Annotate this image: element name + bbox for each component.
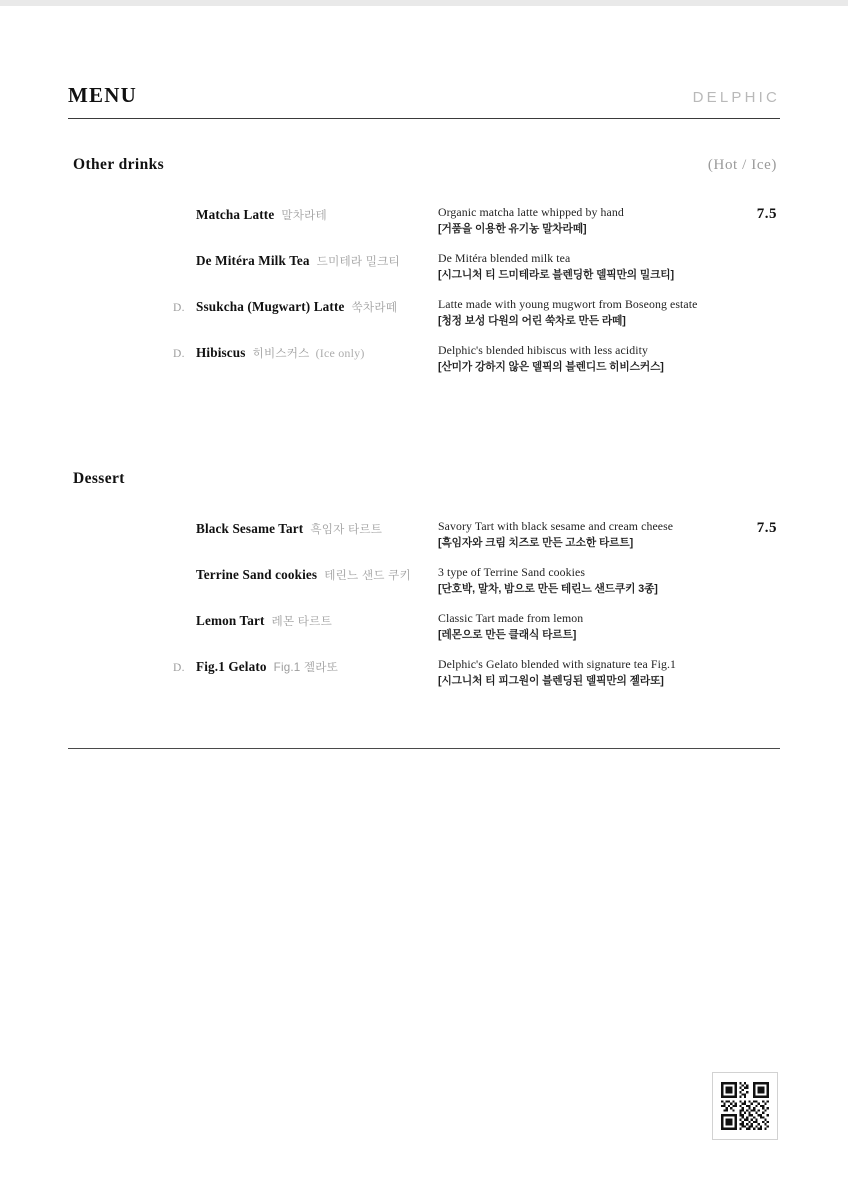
item-name-kr: 말차라테: [281, 209, 327, 222]
item-desc-en: Latte made with young mugwort from Boseong estate: [438, 297, 698, 311]
item-name-en: Fig.1 Gelato: [196, 659, 267, 674]
item-name-kr: 테린느 샌드 쿠키: [324, 569, 411, 582]
item-desc-kr: [레몬으로 만든 클래식 타르트]: [438, 629, 577, 642]
section-dessert: [68, 470, 780, 704]
item-name-en: Ssukcha (Mugwart) Latte: [196, 299, 345, 314]
item-name-en: Matcha Latte: [196, 207, 275, 222]
item-description-group: [438, 656, 738, 689]
item-desc-kr: [거품을 이용한 유기농 말차라떼]: [438, 223, 587, 236]
section-header: [68, 470, 780, 496]
section-other-drinks: [68, 156, 780, 390]
item-name-kr: 쑥차라떼: [351, 301, 398, 314]
item-description-group: [438, 296, 738, 329]
item-desc-en: Classic Tart made from lemon: [438, 611, 584, 625]
qr-code-icon: [721, 1082, 769, 1130]
item-description-group: [438, 250, 738, 283]
page-title: MENU: [68, 83, 137, 107]
item-marker: D.: [173, 302, 185, 314]
section-header: [68, 156, 780, 182]
item-list: [68, 520, 780, 704]
section-note: (Hot / Ice): [707, 157, 777, 173]
section-price: 7.5: [756, 206, 777, 222]
menu-sheet: [0, 6, 848, 1200]
item-name-kr: 드미테라 밀크티: [316, 255, 400, 268]
item-name-kr: 흑임자 타르트: [310, 523, 383, 536]
item-list: [68, 206, 780, 390]
item-name-sub: (Ice only): [315, 346, 365, 360]
section-price: 7.5: [756, 520, 777, 536]
menu-item: [68, 566, 780, 612]
item-desc-kr: [시그니처 티 드미테라로 블렌딩한 델픽만의 밀크티]: [438, 269, 674, 282]
qr-code-box[interactable]: [712, 1072, 778, 1140]
item-name-en: Black Sesame Tart: [196, 521, 304, 536]
item-desc-kr: [청정 보성 다원의 어린 쑥차로 만든 라떼]: [438, 315, 626, 328]
item-desc-en: 3 type of Terrine Sand cookies: [438, 565, 586, 579]
menu-item: [68, 298, 780, 344]
item-name-kr: 히비스커스: [252, 347, 310, 360]
item-desc-en: Delphic's blended hibiscus with less acidity: [438, 343, 648, 357]
menu-header: [68, 68, 780, 119]
item-name-kr: Fig.1 젤라또: [273, 661, 339, 674]
item-desc-en: De Mitéra blended milk tea: [438, 251, 571, 265]
section-title: Dessert: [73, 470, 125, 487]
item-desc-kr: [시그니처 티 피그원이 블렌딩된 델픽만의 젤라또]: [438, 675, 664, 688]
section-title: Other drinks: [73, 156, 165, 173]
item-name-en: Terrine Sand cookies: [196, 567, 318, 582]
item-desc-en: Delphic's Gelato blended with signature tea Fig.1: [438, 657, 676, 671]
item-description-group: [438, 610, 738, 643]
menu-item: [68, 658, 780, 704]
brand-logo: DELPHIC: [692, 89, 780, 106]
item-name-en: De Mitéra Milk Tea: [196, 253, 310, 268]
menu-item: [68, 206, 780, 252]
menu-item: [68, 520, 780, 566]
item-description-group: [438, 564, 738, 597]
item-name-en: Lemon Tart: [196, 613, 265, 628]
item-desc-en: Organic matcha latte whipped by hand: [438, 205, 624, 219]
item-name-en: Hibiscus: [196, 345, 246, 360]
menu-item: [68, 344, 780, 390]
item-description-group: [438, 518, 738, 551]
item-desc-kr: [단호박, 말차, 밤으로 만든 테린느 샌드쿠키 3종]: [438, 583, 658, 596]
item-marker: D.: [173, 348, 185, 360]
item-name-kr: 레몬 타르트: [271, 615, 332, 628]
item-desc-kr: [흑임자와 크림 치즈로 만든 고소한 타르트]: [438, 537, 634, 550]
footer-divider: [68, 748, 780, 749]
menu-item: [68, 612, 780, 658]
item-description-group: [438, 204, 738, 237]
item-marker: D.: [173, 662, 185, 674]
item-desc-kr: [산미가 강하지 않은 델픽의 블렌디드 히비스커스]: [438, 361, 664, 374]
item-desc-en: Savory Tart with black sesame and cream cheese: [438, 519, 674, 533]
menu-item: [68, 252, 780, 298]
item-description-group: [438, 342, 738, 375]
